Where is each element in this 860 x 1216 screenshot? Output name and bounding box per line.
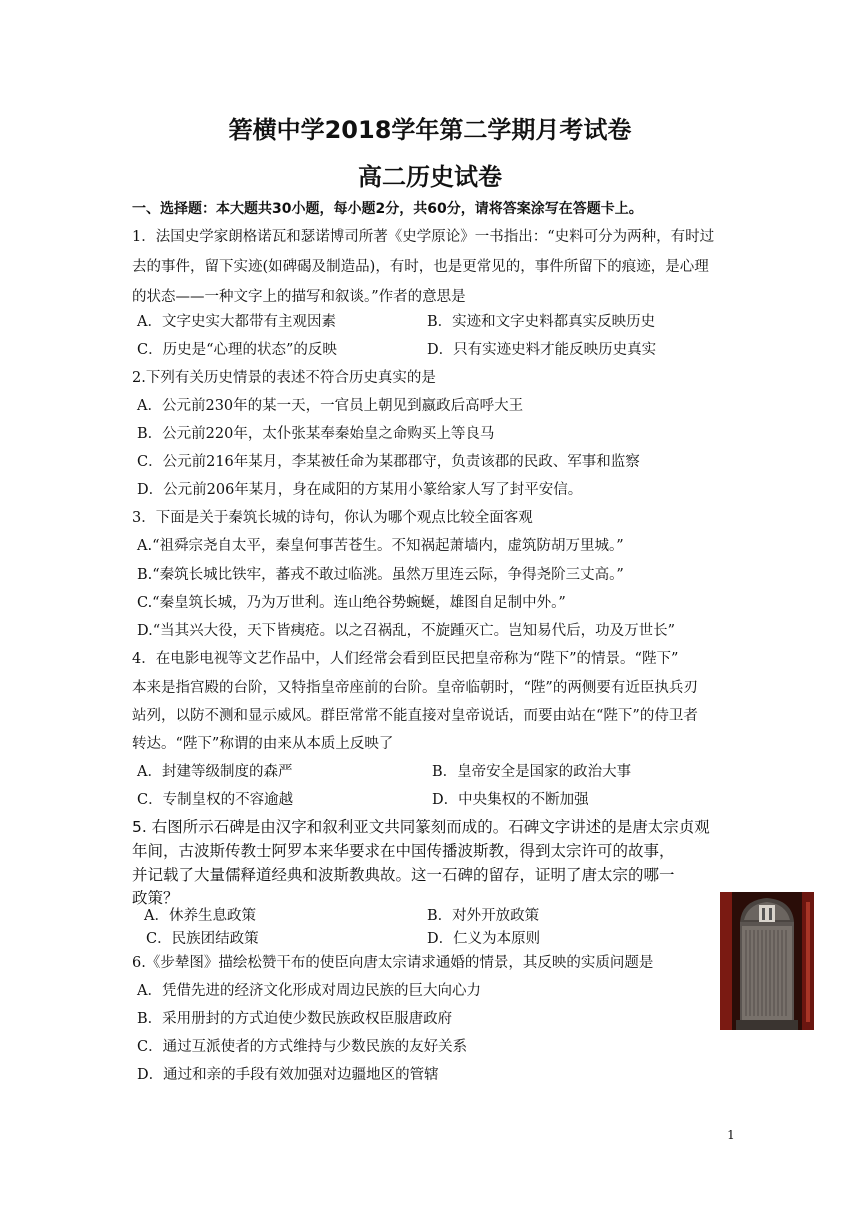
q1-stem-line: 1．法国史学家朗格诺瓦和瑟诺博司所著《史学原论》一书指出：“史料可分为两种，有时过 <box>132 229 715 245</box>
q2-option-d: D．公元前206年某月，身在咸阳的方某用小篆给家人写了封平安信。 <box>137 482 583 498</box>
q6-option-c: C．通过互派使者的方式维持与少数民族的友好关系 <box>137 1039 468 1055</box>
q1-option-d: D．只有实迹史料才能反映历史真实 <box>427 342 657 358</box>
q3-option-c: C.“秦皇筑长城，乃为万世利。连山绝谷势蜿蜒，雄图自足制中外。” <box>137 595 566 611</box>
q4-stem-line: 本来是指宫殿的台阶，又特指皇帝座前的台阶。皇帝临朝时，“陛”的两侧要有近臣执兵刃 <box>132 680 698 696</box>
q3-stem: 3．下面是关于秦筑长城的诗句，你认为哪个观点比较全面客观 <box>132 510 533 526</box>
q5-stem-line: 5. 右图所示石碑是由汉字和叙利亚文共同篆刻而成的。石碑文字讲述的是唐太宗贞观 <box>132 818 710 836</box>
q6-option-d: D．通过和亲的手段有效加强对边疆地区的管辖 <box>137 1067 439 1083</box>
exam-title: 箬横中学2018学年第二学期月考试卷 <box>228 116 632 144</box>
q6-stem: 6.《步辇图》描绘松赞干布的使臣向唐太宗请求通婚的情景，其反映的实质问题是 <box>132 955 654 971</box>
q4-option-a: A．封建等级制度的森严 <box>137 764 293 780</box>
q5-stem-line: 并记载了大量儒释道经典和波斯教典故。这一石碑的留存，证明了唐太宗的哪一 <box>132 866 675 884</box>
q1-option-c: C．历史是“心理的状态”的反映 <box>137 342 337 358</box>
page-number: 1 <box>727 1128 735 1142</box>
q6-option-b: B．采用册封的方式迫使少数民族政权臣服唐政府 <box>137 1011 453 1027</box>
q1-stem-line: 的状态——一种文字上的描写和叙谈。”作者的意思是 <box>132 289 466 305</box>
exam-subtitle: 高二历史试卷 <box>358 163 502 191</box>
q6-option-a: A．凭借先进的经济文化形成对周边民族的巨大向心力 <box>137 983 481 999</box>
q5-option-c: C．民族团结政策 <box>146 931 259 947</box>
q3-option-d: D.“当其兴大役，天下皆痍疮。以之召祸乱，不旋踵灭亡。岂知易代后，功及万世长” <box>137 623 676 639</box>
q4-option-d: D．中央集权的不断加强 <box>432 792 589 808</box>
section-heading: 一、选择题：本大题共30小题，每小题2分，共60分，请将答案涂写在答题卡上。 <box>132 201 643 217</box>
q4-option-c: C．专制皇权的不容逾越 <box>137 792 294 808</box>
q4-stem-line: 转达。“陛下”称谓的由来从本质上反映了 <box>132 736 394 752</box>
q4-stem-line: 4．在电影电视等文艺作品中，人们经常会看到臣民把皇帝称为“陛下”的情景。“陛下” <box>132 651 679 667</box>
q1-option-a: A．文字史实大都带有主观因素 <box>137 314 336 330</box>
q3-option-a: A.“祖舜宗尧自太平，秦皇何事苦苍生。不知祸起萧墙内，虚筑防胡万里城。” <box>137 538 624 554</box>
q2-stem: 2.下列有关历史情景的表述不符合历史真实的是 <box>132 370 436 386</box>
q1-option-b: B．实迹和文字史料都真实反映历史 <box>427 314 656 330</box>
q1-stem-line: 去的事件，留下实迹(如碑碣及制造品)，有时，也是更常见的，事件所留下的痕迹，是心理 <box>132 259 709 275</box>
q5-stem-line: 政策？ <box>132 889 179 907</box>
q5-option-a: A．休养生息政策 <box>144 908 256 924</box>
q4-stem-line: 站列，以防不测和显示威风。群臣常常不能直接对皇帝说话，而要由站在“陛下”的侍卫者 <box>132 708 698 724</box>
stone-stele-photo <box>720 892 814 1030</box>
q3-option-b: B.“秦筑长城比铁牢，蕃戎不敢过临洮。虽然万里连云际，争得尧阶三丈高。” <box>137 567 624 583</box>
q5-stem-line: 年间，古波斯传教士阿罗本来华要求在中国传播波斯教，得到太宗许可的故事， <box>132 842 675 860</box>
q2-option-a: A．公元前230年的某一天，一官员上朝见到嬴政后高呼大王 <box>137 398 524 414</box>
q4-option-b: B．皇帝安全是国家的政治大事 <box>432 764 632 780</box>
q2-option-c: C．公元前216年某月，李某被任命为某郡郡守，负责该郡的民政、军事和监察 <box>137 454 640 470</box>
q5-option-d: D．仁义为本原则 <box>427 931 541 947</box>
q2-option-b: B．公元前220年，太仆张某奉秦始皇之命购买上等良马 <box>137 426 495 442</box>
q5-option-b: B．对外开放政策 <box>427 908 540 924</box>
